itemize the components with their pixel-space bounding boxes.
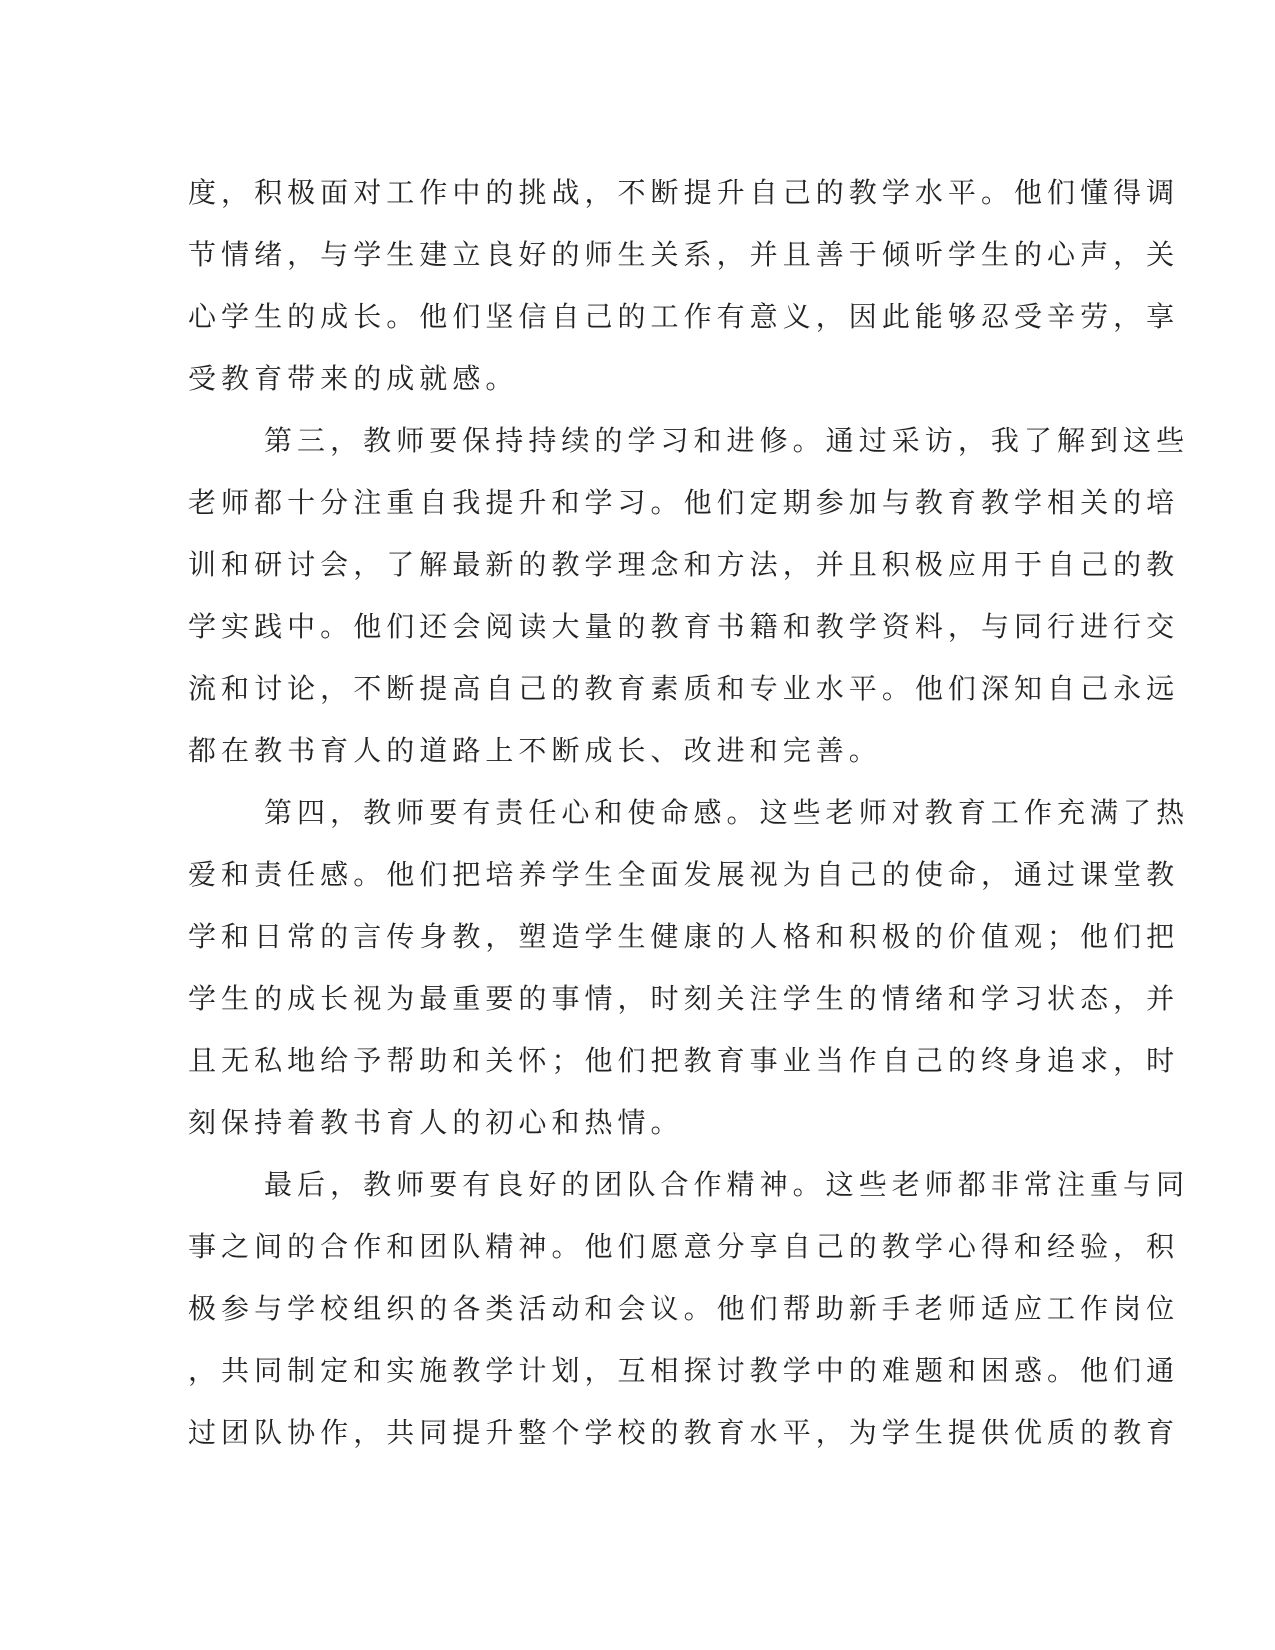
text-line: 事之间的合作和团队精神。他们愿意分享自己的教学心得和经验，积 [188, 1230, 1180, 1263]
text-line: 刻保持着教书育人的初心和热情。 [188, 1106, 684, 1139]
text-line: 第四，教师要有责任心和使命感。这些老师对教育工作充满了热 [264, 796, 1190, 829]
text-line: 学实践中。他们还会阅读大量的教育书籍和教学资料，与同行进行交 [188, 610, 1180, 643]
text-line: 且无私地给予帮助和关怀；他们把教育事业当作自己的终身追求，时 [188, 1044, 1180, 1077]
text-line: 流和讨论，不断提高自己的教育素质和专业水平。他们深知自己永远 [188, 672, 1180, 705]
paragraph-third [188, 410, 1190, 782]
document-body [188, 162, 1190, 1464]
paragraph-continued [188, 162, 1180, 410]
paragraph-last [188, 1154, 1190, 1464]
text-line: 心学生的成长。他们坚信自己的工作有意义，因此能够忍受辛劳，享 [188, 300, 1180, 333]
text-line: 学和日常的言传身教，塑造学生健康的人格和积极的价值观；他们把 [188, 920, 1180, 953]
text-line: 过团队协作，共同提升整个学校的教育水平，为学生提供优质的教育 [188, 1416, 1180, 1449]
text-line: 受教育带来的成就感。 [188, 362, 519, 395]
text-line: 爱和责任感。他们把培养学生全面发展视为自己的使命，通过课堂教 [188, 858, 1180, 891]
text-line: ，共同制定和实施教学计划，互相探讨教学中的难题和困惑。他们通 [188, 1354, 1180, 1387]
text-line: 老师都十分注重自我提升和学习。他们定期参加与教育教学相关的培 [188, 486, 1180, 519]
text-line: 最后，教师要有良好的团队合作精神。这些老师都非常注重与同 [264, 1168, 1190, 1201]
text-line: 训和研讨会，了解最新的教学理念和方法，并且积极应用于自己的教 [188, 548, 1180, 581]
text-line: 节情绪，与学生建立良好的师生关系，并且善于倾听学生的心声，关 [188, 238, 1180, 271]
text-line: 度，积极面对工作中的挑战，不断提升自己的教学水平。他们懂得调 [188, 176, 1180, 209]
text-line: 极参与学校组织的各类活动和会议。他们帮助新手老师适应工作岗位 [188, 1292, 1180, 1325]
text-line: 第三，教师要保持持续的学习和进修。通过采访，我了解到这些 [264, 424, 1190, 457]
text-line: 都在教书育人的道路上不断成长、改进和完善。 [188, 734, 882, 767]
paragraph-fourth [188, 782, 1190, 1154]
text-line: 学生的成长视为最重要的事情，时刻关注学生的情绪和学习状态，并 [188, 982, 1180, 1015]
